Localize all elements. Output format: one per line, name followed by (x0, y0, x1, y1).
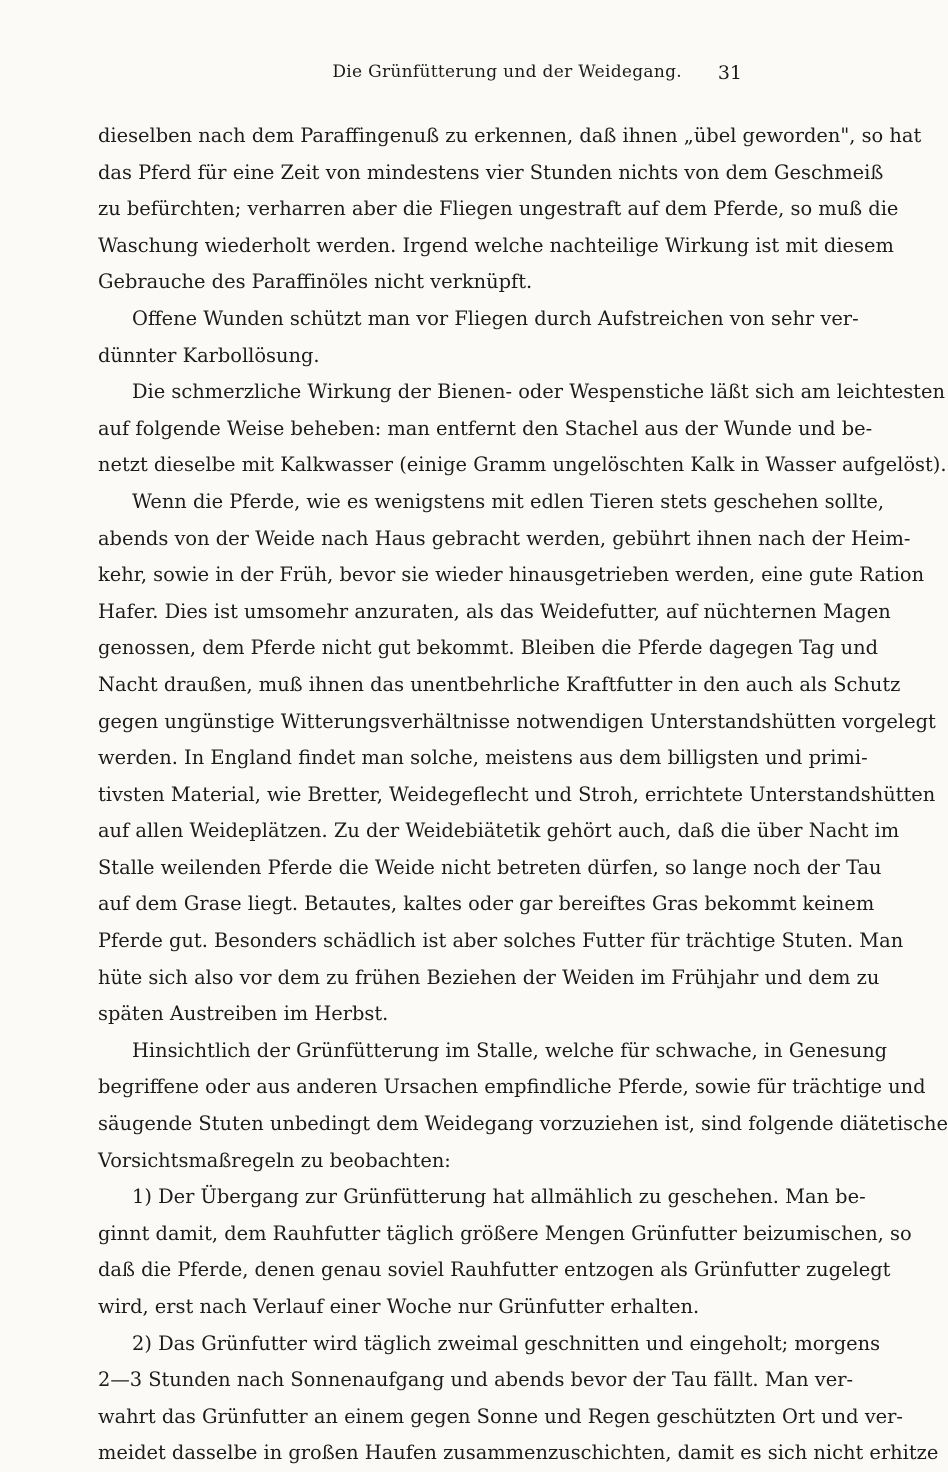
text-line: Stalle weilenden Pferde die Weide nicht betreten dürfen, so lange noch der Tau (98, 855, 882, 879)
text-line: Hafer. Dies ist umsomehr anzuraten, als das Weidefutter, auf nüchternen Magen (98, 599, 891, 623)
text-line: Wenn die Pferde, wie es wenigstens mit edlen Tieren stets geschehen sollte, (132, 489, 885, 513)
text-line: Waschung wiederholt werden. Irgend welche nachteilige Wirkung ist mit diesem (98, 233, 894, 257)
text-line: Offene Wunden schützt man vor Fliegen durch Aufstreichen von sehr ver- (132, 306, 859, 330)
body-text (98, 118, 948, 1472)
text-line: auf dem Grase liegt. Betautes, kaltes oder gar bereiftes Gras bekommt keinem (98, 892, 875, 916)
paragraph (98, 1033, 948, 1179)
paragraph (98, 301, 859, 374)
paragraph (98, 484, 936, 1033)
text-line: kehr, sowie in der Früh, bevor sie wieder hinausgetrieben werden, eine gute Ration (98, 563, 925, 587)
paragraph (98, 118, 922, 301)
running-title: Die Grünfütterung und der Weidegang. (332, 62, 682, 82)
text-line: säugende Stuten unbedingt dem Weidegang vorzuziehen ist, sind folgende diätetische (98, 1112, 948, 1136)
text-line: meidet dasselbe in großen Haufen zusammenzuschichten, damit es sich nicht erhitze (98, 1441, 939, 1465)
text-line: Pferde gut. Besonders schädlich ist aber solches Futter für trächtige Stuten. Man (98, 929, 904, 953)
text-line: tivsten Material, wie Bretter, Weidegeflecht und Stroh, errichtete Unterstandshütten (98, 782, 936, 806)
text-line: Hinsichtlich der Grünfütterung im Stalle, welche für schwache, in Genesung (132, 1038, 888, 1062)
text-line: begriffene oder aus anderen Ursachen empfindliche Pferde, sowie für trächtige und (98, 1075, 926, 1099)
text-line: 1) Der Übergang zur Grünfütterung hat allmählich zu geschehen. Man be- (132, 1185, 866, 1209)
text-line: dieselben nach dem Paraffingenuß zu erkennen, daß ihnen „übel geworden", so hat (98, 124, 922, 147)
text-line: dünnter Karbollösung. (98, 343, 320, 367)
text-line: auf allen Weideplätzen. Zu der Weidebiätetik gehört auch, daß die über Nacht im (98, 819, 900, 843)
text-line: netzt dieselbe mit Kalkwasser (einige Gramm ungelöschten Kalk in Wasser aufgelöst). (98, 453, 947, 477)
text-line: Gebrauche des Paraffinöles nicht verknüpft. (98, 270, 533, 294)
running-header (98, 62, 742, 92)
text-line: Nacht draußen, muß ihnen das unentbehrliche Kraftfutter in den auch als Schutz (98, 672, 901, 696)
text-line: hüte sich also vor dem zu frühen Beziehen der Weiden im Frühjahr und dem zu (98, 965, 880, 989)
text-line: genossen, dem Pferde nicht gut bekommt. Bleiben die Pferde dagegen Tag und (98, 636, 879, 660)
page-number: 31 (717, 62, 742, 84)
text-line: ginnt damit, dem Rauhfutter täglich größere Mengen Grünfutter beizumischen, so (98, 1221, 912, 1245)
text-line: daß die Pferde, denen genau soviel Rauhfutter entzogen als Grünfutter zugelegt (98, 1258, 891, 1282)
text-line: Die schmerzliche Wirkung der Bienen- oder Wespenstiche läßt sich am leichtesten (132, 380, 945, 404)
paragraph (98, 1326, 939, 1472)
paragraph (98, 374, 947, 484)
text-line: 2) Das Grünfutter wird täglich zweimal geschnitten und eingeholt; morgens (132, 1331, 881, 1355)
text-line: Vorsichtsmaßregeln zu beobachten: (98, 1148, 451, 1172)
text-line: auf folgende Weise beheben: man entfernt den Stachel aus der Wunde und be- (98, 416, 873, 440)
text-line: 2—3 Stunden nach Sonnenaufgang und abends bevor der Tau fällt. Man ver- (98, 1368, 854, 1392)
text-line: abends von der Weide nach Haus gebracht werden, gebührt ihnen nach der Heim- (98, 526, 911, 550)
text-line: das Pferd für eine Zeit von mindestens vier Stunden nichts von dem Geschmeiß (98, 160, 884, 184)
text-line: werden. In England findet man solche, meistens aus dem billigsten und primi- (98, 746, 868, 770)
text-line: wird, erst nach Verlauf einer Woche nur Grünfutter erhalten. (98, 1295, 700, 1318)
text-line: wahrt das Grünfutter an einem gegen Sonne und Regen geschützten Ort und ver- (98, 1404, 903, 1428)
paragraph (98, 1179, 912, 1325)
text-line: zu befürchten; verharren aber die Fliegen ungestraft auf dem Pferde, so muß die (98, 197, 899, 221)
text-line: gegen ungünstige Witterungsverhältnisse notwendigen Unterstandshütten vorgelegt (98, 709, 936, 733)
text-line: späten Austreiben im Herbst. (98, 1002, 389, 1026)
